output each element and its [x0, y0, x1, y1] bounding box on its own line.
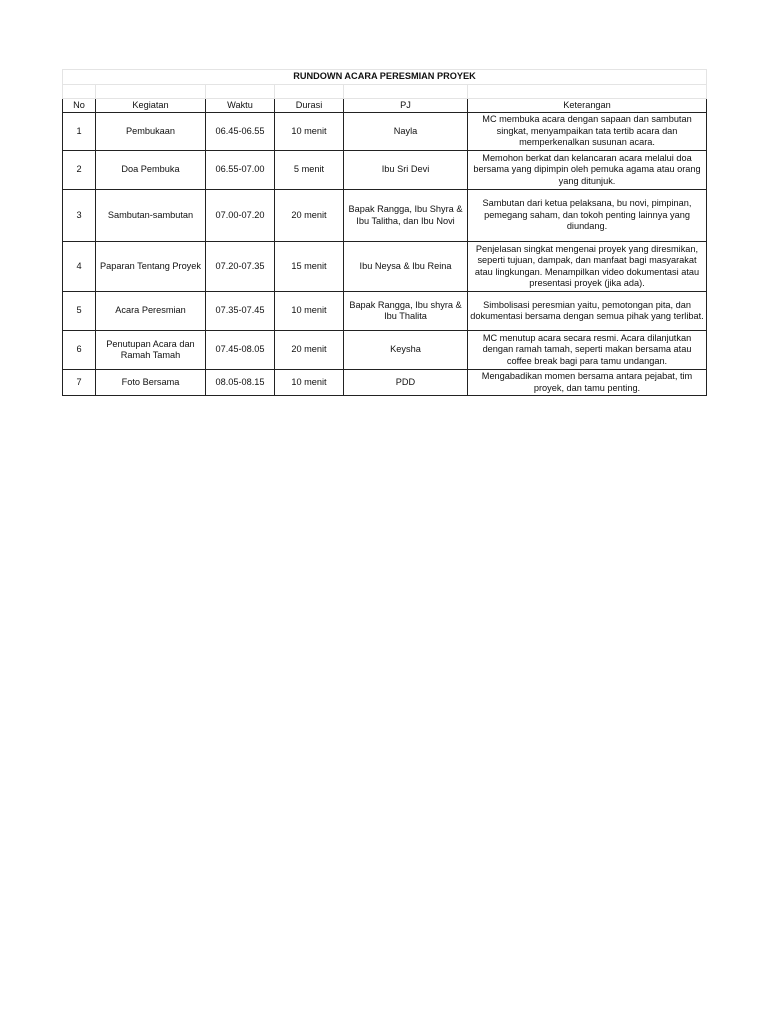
cell-pj: Bapak Rangga, Ibu Shyra & Ibu Talitha, dan Ibu Novi [344, 190, 468, 242]
blank-cell [63, 85, 96, 99]
cell-pj: PDD [344, 370, 468, 396]
table-title: RUNDOWN ACARA PERESMIAN PROYEK [63, 70, 707, 85]
cell-keterangan: MC membuka acara dengan sapaan dan sambutan singkat, menyampaikan tata tertib acara dan memperkenalkan susunan acara. [468, 113, 707, 151]
rundown-table [62, 69, 707, 396]
table-row [63, 151, 707, 190]
cell-no: 7 [63, 370, 96, 396]
blank-cell [206, 85, 275, 99]
cell-waktu: 06.55-07.00 [206, 151, 275, 190]
table-row [63, 370, 707, 396]
cell-kegiatan: Foto Bersama [96, 370, 206, 396]
cell-keterangan: Memohon berkat dan kelancaran acara melalui doa bersama yang dipimpin oleh pemuka agama atau orang yang ditunjuk. [468, 151, 707, 190]
cell-durasi: 20 menit [275, 331, 344, 370]
cell-kegiatan: Sambutan-sambutan [96, 190, 206, 242]
blank-cell [468, 85, 707, 99]
table-row [63, 190, 707, 242]
cell-kegiatan: Penutupan Acara dan Ramah Tamah [96, 331, 206, 370]
cell-pj: Ibu Sri Devi [344, 151, 468, 190]
cell-keterangan: Penjelasan singkat mengenai proyek yang diresmikan, seperti tujuan, dampak, dan manfaat bagi masyarakat atau lingkungan. Menampilkan video dokumentasi atau presentasi proyek (jika ada). [468, 242, 707, 292]
rundown-sheet [62, 69, 706, 396]
header-row [63, 99, 707, 113]
cell-waktu: 07.00-07.20 [206, 190, 275, 242]
blank-cell [96, 85, 206, 99]
cell-durasi: 5 menit [275, 151, 344, 190]
header-no: No [63, 99, 96, 113]
cell-pj: Keysha [344, 331, 468, 370]
cell-pj: Ibu Neysa & Ibu Reina [344, 242, 468, 292]
cell-kegiatan: Doa Pembuka [96, 151, 206, 190]
title-row [63, 70, 707, 85]
cell-durasi: 10 menit [275, 370, 344, 396]
cell-no: 5 [63, 292, 96, 331]
header-kegiatan: Kegiatan [96, 99, 206, 113]
cell-no: 1 [63, 113, 96, 151]
cell-durasi: 20 menit [275, 190, 344, 242]
cell-no: 3 [63, 190, 96, 242]
table-row [63, 292, 707, 331]
cell-kegiatan: Acara Peresmian [96, 292, 206, 331]
cell-pj: Bapak Rangga, Ibu shyra & Ibu Thalita [344, 292, 468, 331]
blank-cell [344, 85, 468, 99]
cell-waktu: 07.20-07.35 [206, 242, 275, 292]
table-row [63, 113, 707, 151]
table-row [63, 242, 707, 292]
cell-waktu: 07.35-07.45 [206, 292, 275, 331]
cell-durasi: 15 menit [275, 242, 344, 292]
cell-no: 4 [63, 242, 96, 292]
cell-keterangan: MC menutup acara secara resmi. Acara dilanjutkan dengan ramah tamah, seperti makan bersama atau coffee break bagi para tamu undangan. [468, 331, 707, 370]
cell-keterangan: Simbolisasi peresmian yaitu, pemotongan pita, dan dokumentasi bersama dengan semua pihak yang terlibat. [468, 292, 707, 331]
table-row [63, 331, 707, 370]
cell-keterangan: Mengabadikan momen bersama antara pejabat, tim proyek, dan tamu penting. [468, 370, 707, 396]
header-durasi: Durasi [275, 99, 344, 113]
cell-no: 6 [63, 331, 96, 370]
cell-no: 2 [63, 151, 96, 190]
header-pj: PJ [344, 99, 468, 113]
cell-keterangan: Sambutan dari ketua pelaksana, bu novi, pimpinan, pemegang saham, dan tokoh penting lainnya yang diundang. [468, 190, 707, 242]
cell-waktu: 07.45-08.05 [206, 331, 275, 370]
cell-durasi: 10 menit [275, 113, 344, 151]
header-keterangan: Keterangan [468, 99, 707, 113]
cell-durasi: 10 menit [275, 292, 344, 331]
cell-kegiatan: Pembukaan [96, 113, 206, 151]
cell-pj: Nayla [344, 113, 468, 151]
blank-cell [275, 85, 344, 99]
blank-row [63, 85, 707, 99]
cell-kegiatan: Paparan Tentang Proyek [96, 242, 206, 292]
cell-waktu: 08.05-08.15 [206, 370, 275, 396]
header-waktu: Waktu [206, 99, 275, 113]
cell-waktu: 06.45-06.55 [206, 113, 275, 151]
